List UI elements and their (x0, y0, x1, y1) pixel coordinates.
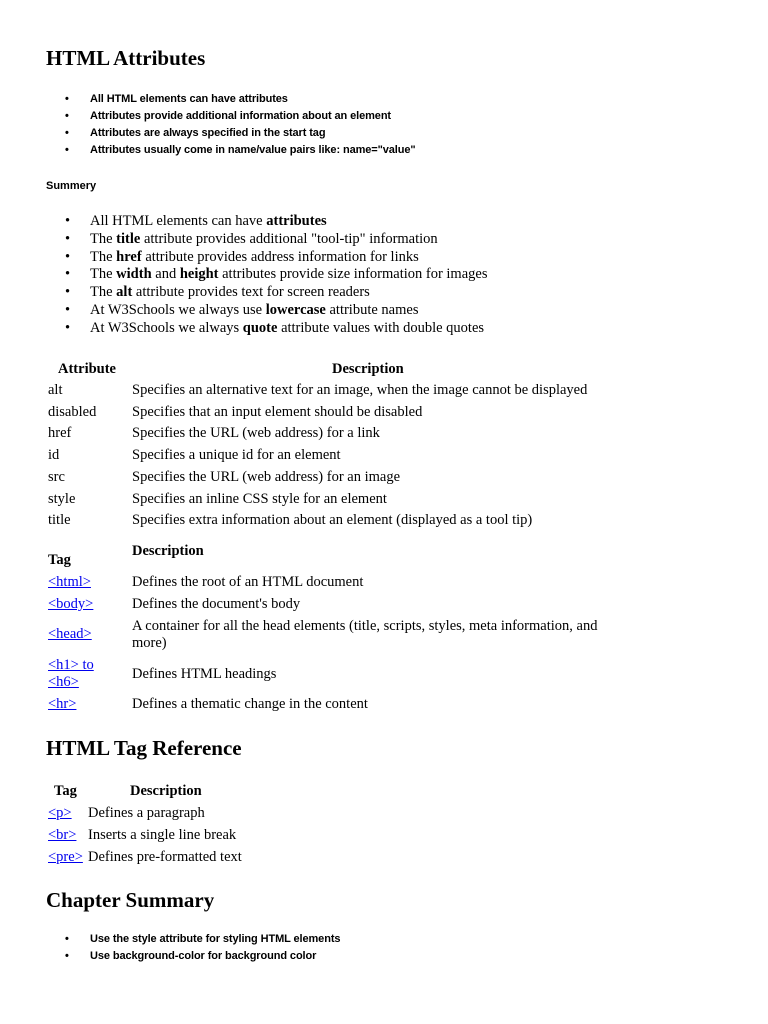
table-row-name: disabled (48, 403, 97, 420)
table-row-name: alt (48, 382, 63, 398)
tag-link-html[interactable]: <html> (48, 574, 91, 590)
description-header: Description (132, 543, 204, 559)
tag-link-br[interactable]: <br> (48, 827, 77, 843)
heading-chapter-summary: Chapter Summary (46, 888, 215, 912)
list-item: • The alt attribute provides text for screen readers (62, 284, 487, 302)
tag-link-p[interactable]: <p> (48, 805, 72, 821)
table-row-name: title (48, 512, 71, 529)
table-row-name: href (48, 425, 72, 442)
table-row-name: src (48, 468, 65, 485)
list-item: • At W3Schools we always use lowercase attribute names (62, 302, 487, 320)
table-row-desc: Inserts a single line break (88, 827, 237, 843)
description-header: Description (130, 783, 202, 799)
list-item: • The title attribute provides additional "tool-tip" information (62, 231, 487, 249)
table-row-desc: Defines the document's body (132, 596, 301, 612)
tag-header: Tag (48, 552, 71, 568)
table-row-desc: Specifies that an input element should be disabled (132, 403, 423, 420)
table-row-desc: Defines pre-formatted text (88, 849, 242, 865)
list-item: • All HTML elements can have attributes (62, 213, 487, 231)
list-item: • All HTML elements can have attributes (62, 91, 416, 108)
table-row-desc: Defines a paragraph (88, 805, 205, 821)
table-row-desc: Specifies extra information about an element (displayed as a tool tip) (132, 512, 533, 529)
description-header: Description (332, 361, 404, 377)
list-item: • The href attribute provides address information for links (62, 249, 487, 267)
table-row-desc: Specifies an alternative text for an image, when the image cannot be displayed (132, 382, 588, 398)
list-item: • Attributes provide additional information about an element (62, 108, 416, 125)
heading-html-tag-reference: HTML Tag Reference (46, 736, 242, 760)
table-row-desc: Specifies the URL (web address) for a link (132, 425, 380, 442)
table-row-desc: Specifies a unique id for an element (132, 447, 341, 464)
chapter-summary-bullet-list (62, 931, 340, 965)
tag-link-body[interactable]: <body> (48, 596, 94, 612)
list-item: • Attributes are always specified in the start tag (62, 125, 416, 142)
table-row-name: id (48, 447, 60, 464)
tag-link-hr[interactable]: <hr> (48, 696, 77, 712)
list-item: • Use background-color for background color (62, 948, 340, 965)
tag-link-head[interactable]: <head> (48, 626, 92, 642)
intro-bullet-list (62, 91, 416, 159)
attribute-header: Attribute (58, 361, 116, 377)
tag-link-headings[interactable]: <h1> to <h6> (48, 657, 94, 690)
summary-bullet-list (62, 213, 487, 338)
heading-html-attributes: HTML Attributes (46, 46, 206, 70)
table-row-desc: Specifies the URL (web address) for an image (132, 468, 401, 485)
table-row-desc: Defines the root of an HTML document (132, 574, 364, 590)
list-item: • Attributes usually come in name/value pairs like: name="value" (62, 142, 416, 159)
list-item: • At W3Schools we always quote attribute values with double quotes (62, 320, 487, 338)
summery-label: Summery (46, 180, 97, 192)
list-item: • Use the style attribute for styling HTML elements (62, 931, 340, 948)
table-row-desc: A container for all the head elements (title, scripts, styles, meta information, and more) (132, 618, 598, 651)
table-row-desc: Defines HTML headings (132, 666, 277, 682)
table-row-name: style (48, 490, 76, 507)
table-row-desc: Defines a thematic change in the content (132, 696, 368, 712)
table-row-desc: Specifies an inline CSS style for an element (132, 490, 387, 507)
list-item: • The width and height attributes provide size information for images (62, 266, 487, 284)
tag-link-pre[interactable]: <pre> (48, 849, 83, 865)
tag-header: Tag (54, 783, 77, 799)
